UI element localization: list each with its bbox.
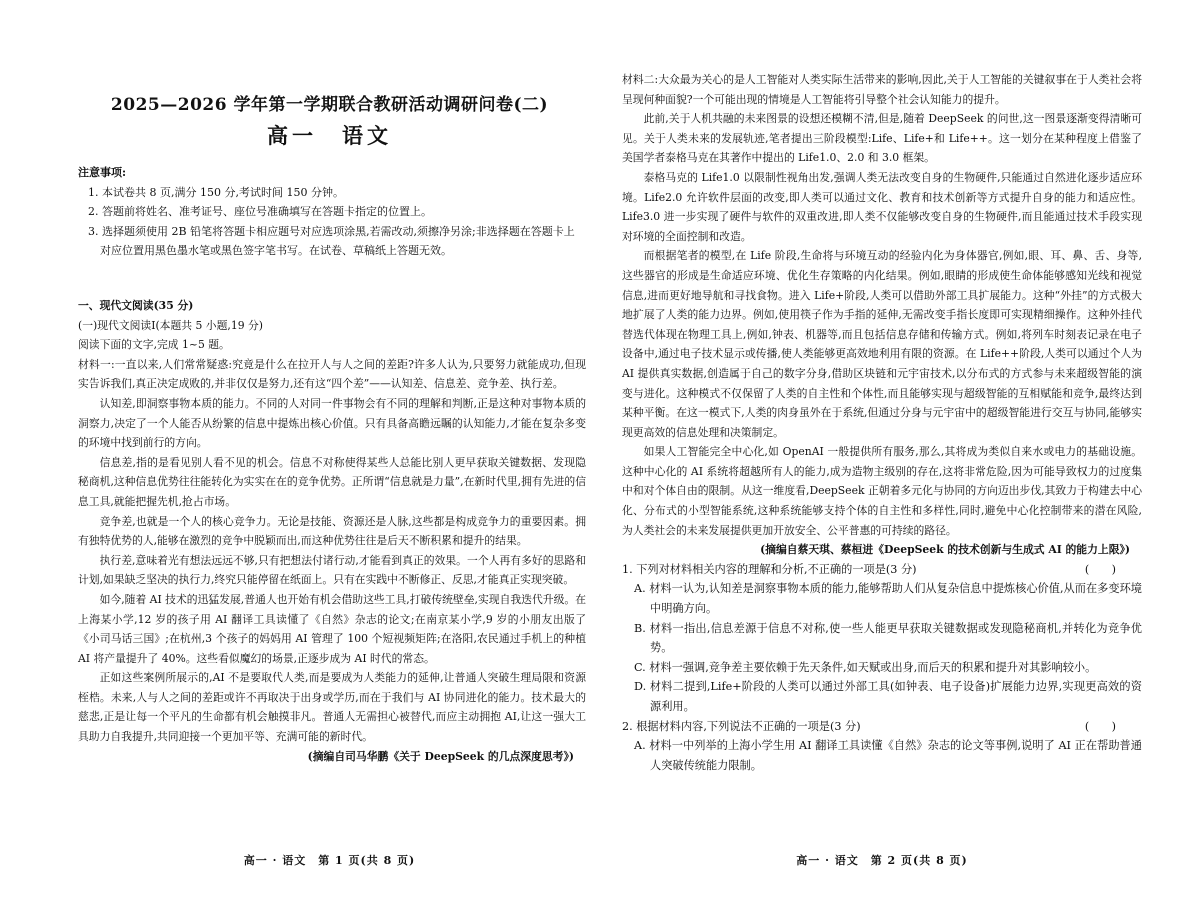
paragraph-three-stage-model: 此前,关于人机共融的未来图景的设想还模糊不清,但是,随着 DeepSeek 的问世,这一图景逐渐变得清晰可见。关于人类未来的发展轨迹,笔者提出三阶段模型:Life、Life+和 Life++。这一划分在某种程度上借鉴了美国学者泰格马克在其著作中提出的 Life1.0、2.0 和 3.0 框架。 [622,112,1142,165]
material-one-intro: 材料一:一直以来,人们常常疑惑:究竟是什么在拉开人与人之间的差距?许多人认为,只要努力就能成功,但现实告诉我们,真正决定成败的,并非仅仅是努力,还有这“四个差”——认知差、信息差、竞争差、执行差。 [78,357,586,391]
notice-block [78,163,583,261]
notice-item-1: 1. 本试卷共 8 页,满分 150 分,考试时间 150 分钟。 [88,185,344,199]
paragraph-ai-examples: 如今,随着 AI 技术的迅猛发展,普通人也开始有机会借助这些工具,打破传统壁垒,实现自我迭代升级。在上海某小学,12 岁的孩子用 AI 翻译工具读懂了《自然》杂志的论文;在南京某小学,9 岁的小朋友出版了《小司马话三国》;在杭州,3 个孩子的妈妈用 AI 管理了 100 个短视频矩阵;在洛阳,农民通过手机上的种植 AI 将产量提升了 40%。这些看似魔幻的场景,正逐步成为 AI 时代的常态。 [78,592,586,665]
answer-blank-2: ( ) [1084,719,1116,733]
material-two-intro: 材料二:大众最为关心的是人工智能对人类实际生活带来的影响,因此,关于人工智能的关键叙事在于人类社会将呈现何种面貌?一个可能出现的情境是人工智能将引导整个社会认知能力的提升。 [622,73,1142,106]
material-two-block [622,70,1142,775]
reading-section [78,296,586,766]
page-footer-1: 高一 · 语文 第 1 页(共 8 页) [243,854,416,867]
exam-title: 2025—2026 学年第一学期联合教研活动调研问卷(二) [110,95,549,115]
question-1 [622,560,1142,717]
question-1-option-c: C. 材料一强调,竞争差主要依赖于先天条件,如天赋或出身,而后天的积累和提升对其影响较小。 [634,660,1097,674]
paragraph-information: 信息差,指的是看见别人看不见的机会。信息不对称使得某些人总能比别人更早获取关键数据、发现隐秘商机,这种信息优势往往能转化为实实在在的竞争优势。正所谓“信息就是力量”,在新时代里,拥有先进的信息工具,就能把握先机,抢占市场。 [78,455,586,508]
question-1-stem [622,560,1142,580]
paragraph-life-framework: 泰格马克的 Life1.0 以限制性视角出发,强调人类无法改变自身的生物硬件,只能通过自然进化逐步适应环境。Life2.0 允许软件层面的改变,即人类可以通过文化、教育和技术创新等方式提升自身的能力和适应性。Life3.0 进一步实现了硬件与软件的双重改进,即人类不仅能够改变自身的生物硬件,而且能通过技术手段实现对环境的全面控制和改造。 [622,170,1142,243]
notice-item-3: 3. 选择题须使用 2B 铅笔将答题卡相应题号对应选项涂黑,若需改动,须擦净另涂;非选择题在答题卡上对应位置用黑色墨水笔或黑色签字笔书写。在试卷、草稿纸上答题无效。 [88,224,575,257]
question-2-option-a: A. 材料一中列举的上海小学生用 AI 翻译工具读懂《自然》杂志的论文等事例,说明了 AI 正在帮助普通人突破传统能力限制。 [634,739,1142,772]
answer-blank-1: ( ) [1084,562,1116,576]
instruction-text: 阅读下面的文字,完成 1~5 题。 [78,338,230,352]
notice-title: 注意事项: [78,166,127,179]
question-1-option-b: B. 材料一指出,信息差源于信息不对称,使一些人能更早获取关键数据或发现隐秘商机,并转化为竞争优势。 [634,621,1142,655]
source-citation-1: (摘编自司马华鹏《关于 DeepSeek 的几点深度思考》) [307,749,574,763]
question-2-text: 2. 根据材料内容,下列说法不正确的一项是(3 分) [622,719,861,733]
question-2-stem [622,717,1142,737]
source-citation-2: (摘编自蔡天琪、蔡桓进《DeepSeek 的技术创新与生成式 AI 的能力上限》) [760,543,1130,557]
left-page [72,0,587,900]
question-1-text: 1. 下列对材料相关内容的理解和分析,不正确的一项是(3 分) [622,562,917,576]
notice-item-2: 2. 答题前将姓名、准考证号、座位号准确填写在答题卡指定的位置上。 [88,205,432,218]
paragraph-cognition: 认知差,即洞察事物本质的能力。不同的人对同一件事物会有不同的理解和判断,正是这种对事物本质的洞察力,决定了一个人能否从纷繁的信息中提炼出核心价值。只有具备高瞻远瞩的认知能力,才能在复杂多变的环境中找到前行的方向。 [78,396,586,450]
paragraph-conclusion: 正如这些案例所展示的,AI 不是要取代人类,而是要成为人类能力的延伸,让普通人突破生理局限和资源桎梏。未来,人与人之间的差距或许不再取决于出身或学历,而在于我们与 AI 协同进化的能力。技术最大的慈悲,正是让每一个平凡的生命都有机会触摸非凡。普通人无需担心被替代,而应主动拥抱 AI,让这一强大工具助力自我提升,共同迎接一个更加平等、充满可能的新时代。 [78,671,586,744]
exam-subject: 高一 语文 [267,123,392,148]
section-heading: 一、现代文阅读(35 分) [78,299,194,312]
question-1-option-d: D. 材料二提到,Life+阶段的人类可以通过外部工具(如钟表、电子设备)扩展能力边界,实现更高效的资源利用。 [634,680,1142,713]
paragraph-centralization: 如果人工智能完全中心化,如 OpenAI 一般提供所有服务,那么,其将成为类似自来水或电力的基础设施。这种中心化的 AI 系统将超越所有人的能力,成为造物主级别的存在,这将非常危险,因为可能导致权力的过度集中和对个体自由的限制。从这一维度看,DeepSeek 正朝着多元化与协同的方向迈出步伐,其致力于构建去中心化、分布式的小型智能系统,这种系统能够支持个体的自主性和多样性,同时,避免中心化控制带来的潜在风险,为人类社会的未来发展提供更加开放安全、公平普惠的可持续的路径。 [622,445,1142,537]
subsection-heading: (一)现代文阅读Ⅰ(本题共 5 小题,19 分) [78,318,264,332]
paragraph-execution: 执行差,意味着光有想法远远不够,只有把想法付诸行动,才能看到真正的效果。一个人再有多好的思路和计划,如果缺乏坚决的执行力,终究只能停留在纸面上。只有在实践中不断修正、反思,才能真正实现突破。 [78,553,586,587]
paragraph-competition: 竞争差,也就是一个人的核心竞争力。无论是技能、资源还是人脉,这些都是构成竞争力的重要因素。拥有独特优势的人,能够在激烈的竞争中脱颖而出,而这种优势往往是后天不断积累和提升的结果。 [78,514,586,548]
paragraph-author-model: 而根据笔者的模型,在 Life 阶段,生命将与环境互动的经验内化为身体器官,例如,眼、耳、鼻、舌、身等,这些器官的形成是生命适应环境、优化生存策略的内化结果。例如,眼睛的形成使生命体能够感知光线和视觉信息,进而更好地导航和寻找食物。进入 Life+阶段,人类可以借助外部工具扩展能力。这种“外挂”的方式极大地扩展了人类的能力边界。例如,使用筷子作为手指的延伸,无需改变手指长度即可实现精细操作。这种外挂代替选代体现在物理工具上,例如,钟表、机器等,而且包括信息存储和传输方式。例如,将列车时刻表记录在电子设备中,通过电子技术显示或传播,使人类能够更高效地利用有限的资源。在 Life++阶段,人类可以通过个人为 AI 提供真实数据,创造属于自己的数字分身,借助区块链和元宇宙技术,以分布式的方式参与未来超级智能的演变与进化。这种模式不仅保留了人类的自主性和个体性,而且能够实现与超级智能的互相赋能和竞争,最终达到某种平衡。在这一模式下,人类的肉身虽外在于系统,但通过分身与元宇宙中的超级智能进行交互与协同,能够实现更高效的信息处理和决策制定。 [622,249,1142,439]
right-page [622,0,1142,900]
question-2 [622,717,1142,776]
question-1-option-a: A. 材料一认为,认知差是洞察事物本质的能力,能够帮助人们从复杂信息中提炼核心价值,从而在多变环境中明确方向。 [634,582,1142,616]
page-footer-2: 高一 · 语文 第 2 页(共 8 页) [796,854,968,867]
